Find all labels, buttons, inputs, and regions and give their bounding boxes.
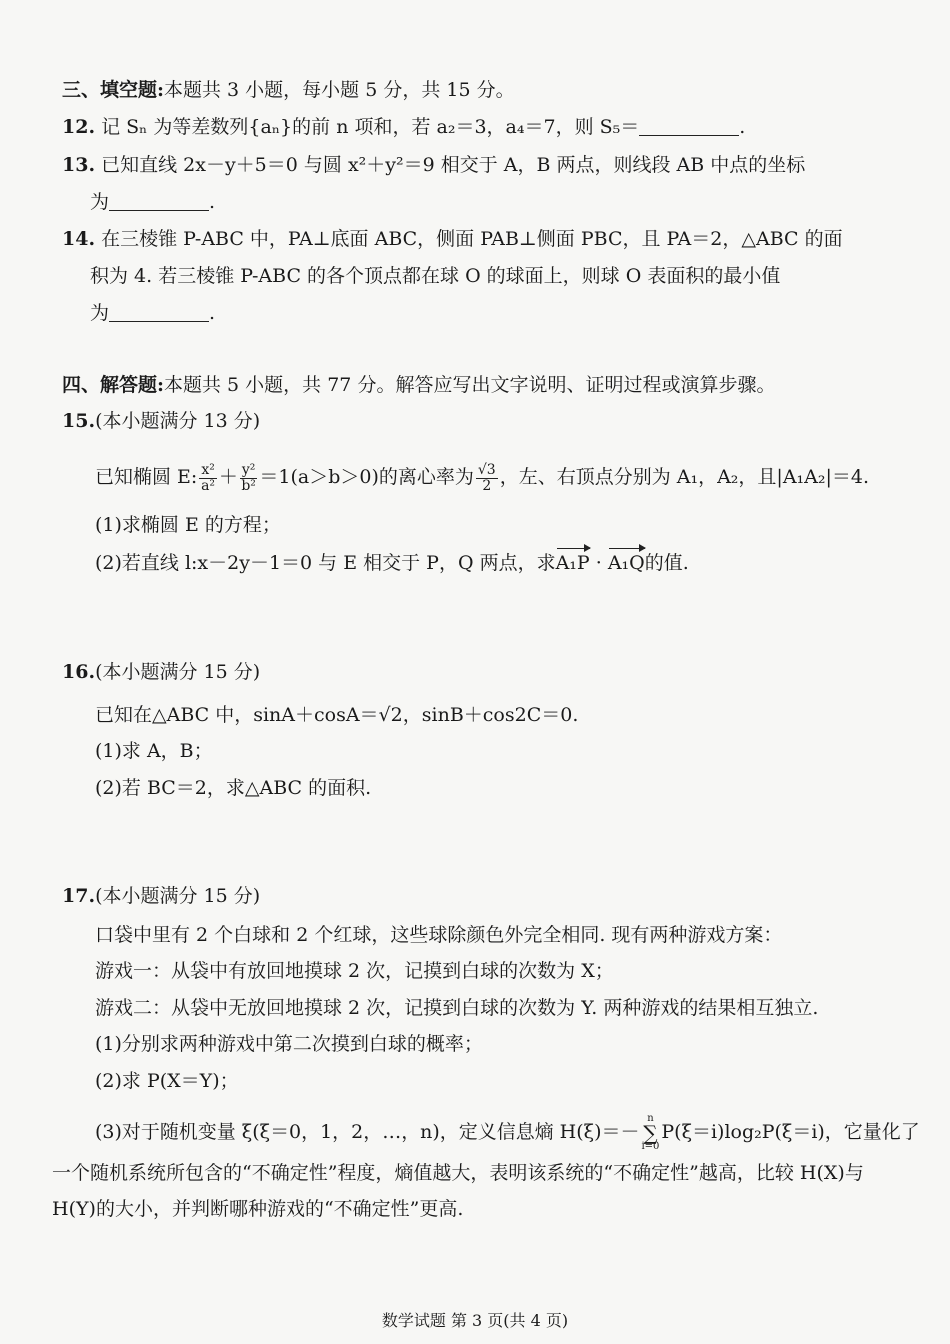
question-13: [62, 152, 805, 178]
q17-line2-text: 游戏一：从袋中有放回地摸球 2 次，记摸到白球的次数为 X；: [95, 960, 614, 982]
q17-sum-top: n: [647, 1113, 654, 1124]
q15-score: (本小题满分 13 分): [95, 410, 261, 432]
q17-part3-c: 一个随机系统所包含的“不确定性”程度，熵值越大，表明该系统的“不确定性”越高，比较 H(X)与: [52, 1162, 864, 1184]
section-3-desc: 本题共 3 小题，每小题 5 分，共 15 分。: [164, 79, 515, 101]
q15-number: 15.: [62, 410, 96, 432]
q15-part1-text: (1)求椭圆 E 的方程；: [95, 514, 281, 536]
q15-frac-y-den: b²: [241, 477, 256, 494]
q15-frac-y: [240, 463, 258, 494]
q16-score: (本小题满分 15 分): [95, 661, 261, 683]
q17-part2-text: (2)求 P(X＝Y)；: [95, 1070, 239, 1092]
q15-vector-a1q: A₁Q: [607, 552, 645, 574]
section-4-title: 四、解答题:: [62, 374, 165, 396]
q15-part1: [95, 512, 281, 538]
q14-line1: 在三棱锥 P-ABC 中，PA⊥底面 ABC，侧面 PAB⊥侧面 PBC，且 PA＝2，△ABC 的面: [101, 228, 843, 250]
q15-frac-e-num: √3: [477, 461, 496, 478]
q15-frac-x-den: a²: [201, 477, 216, 494]
q15-stem-a: 已知椭圆 E:: [95, 466, 198, 488]
q15-stem-c: ，左、右顶点分别为 A₁，A₂，且|A₁A₂|＝4.: [499, 466, 870, 488]
q13-end: .: [209, 191, 216, 213]
q16-stem: [95, 702, 578, 728]
q12-answer-blank: [639, 115, 739, 136]
q14-line3-text: 为: [90, 302, 110, 324]
q13-number: 13.: [62, 154, 96, 176]
q14-answer-blank: [109, 301, 209, 322]
q17-part3-line2: [52, 1160, 864, 1186]
q16-number: 16.: [62, 661, 96, 683]
question-14-line3: [90, 300, 215, 326]
q15-part2: [95, 550, 689, 576]
question-13-cont: [90, 189, 215, 215]
section-3-heading: [62, 77, 515, 103]
page-footer: 数学试题 第 3 页(共 4 页): [381, 1311, 569, 1330]
q17-part3-b: P(ξ＝i)log₂P(ξ＝i)，它量化了: [661, 1121, 920, 1143]
q15-part2-a: (2)若直线 l:x－2y－1＝0 与 E 相交于 P，Q 两点，求: [95, 552, 556, 574]
q17-line1-text: 口袋中里有 2 个白球和 2 个红球，这些球除颜色外完全相同. 现有两种游戏方案：: [95, 924, 783, 946]
q15-frac-x: [199, 463, 217, 494]
q17-summation: [641, 1114, 659, 1152]
q14-end: .: [209, 302, 216, 324]
q17-part1-text: (1)分别求两种游戏中第二次摸到白球的概率；: [95, 1033, 483, 1055]
q17-part3-a: (3)对于随机变量 ξ(ξ＝0，1，2，…，n)，定义信息熵 H(ξ)＝－: [95, 1121, 640, 1143]
q17-part1: [95, 1031, 483, 1057]
q15-frac-x-num: x²: [201, 461, 215, 478]
q17-line3: [95, 995, 818, 1021]
q15-dot: ·: [589, 552, 608, 574]
q12-end: .: [739, 116, 746, 138]
question-14: [62, 226, 843, 252]
q13-line1: 已知直线 2x－y＋5＝0 与圆 x²＋y²＝9 相交于 A，B 两点，则线段 AB 中点的坐标: [101, 154, 806, 176]
q15-frac-y-num: y²: [241, 461, 256, 478]
question-15-header: [62, 408, 260, 434]
q16-part1-text: (1)求 A，B；: [95, 740, 213, 762]
section-4-heading: [62, 372, 775, 398]
section-3-title: 三、填空题:: [62, 79, 165, 101]
q17-line3-text: 游戏二：从袋中无放回地摸球 2 次，记摸到白球的次数为 Y. 两种游戏的结果相互独立.: [95, 997, 819, 1019]
question-17-header: [62, 883, 260, 909]
q16-part2-text: (2)若 BC＝2，求△ABC 的面积.: [95, 777, 372, 799]
q15-stem: [95, 460, 869, 494]
q15-plus: ＋: [218, 466, 238, 488]
q17-sum-bottom: i=0: [641, 1141, 660, 1152]
q17-number: 17.: [62, 885, 96, 907]
q15-vector-a1p: A₁P: [555, 552, 590, 574]
q13-line2: 为: [90, 191, 110, 213]
q16-part1: [95, 738, 213, 764]
q15-frac-e-den: 2: [482, 477, 492, 494]
q14-line2-text: 积为 4. 若三棱锥 P-ABC 的各个顶点都在球 O 的球面上，则球 O 表面积的最小值: [90, 265, 781, 287]
q17-line2: [95, 958, 614, 984]
q16-stem-text: 已知在△ABC 中，sinA＋cosA＝√2，sinB＋cos2C＝0.: [95, 704, 579, 726]
q13-answer-blank: [109, 190, 209, 211]
q17-part3-d: H(Y)的大小，并判断哪种游戏的“不确定性”更高.: [52, 1198, 464, 1220]
q17-sum-symbol: ∑: [643, 1121, 658, 1145]
q12-number: 12.: [62, 116, 96, 138]
q17-line1: [95, 922, 782, 948]
q14-number: 14.: [62, 228, 96, 250]
q17-part3: [95, 1114, 920, 1152]
q17-part3-line3: [52, 1196, 463, 1222]
q15-frac-e: [476, 463, 498, 494]
question-12: [62, 114, 745, 140]
question-14-line2: [90, 263, 780, 289]
section-4-desc: 本题共 5 小题，共 77 分。解答应写出文字说明、证明过程或演算步骤。: [164, 374, 776, 396]
q16-part2: [95, 775, 371, 801]
q12-text: 记 Sₙ 为等差数列{aₙ}的前 n 项和，若 a₂＝3，a₄＝7，则 S₅＝: [101, 116, 640, 138]
q17-part2: [95, 1068, 239, 1094]
q17-score: (本小题满分 15 分): [95, 885, 261, 907]
q15-stem-b: ＝1(a＞b＞0)的离心率为: [259, 466, 474, 488]
question-16-header: [62, 659, 260, 685]
q15-part2-b: 的值.: [644, 552, 689, 574]
